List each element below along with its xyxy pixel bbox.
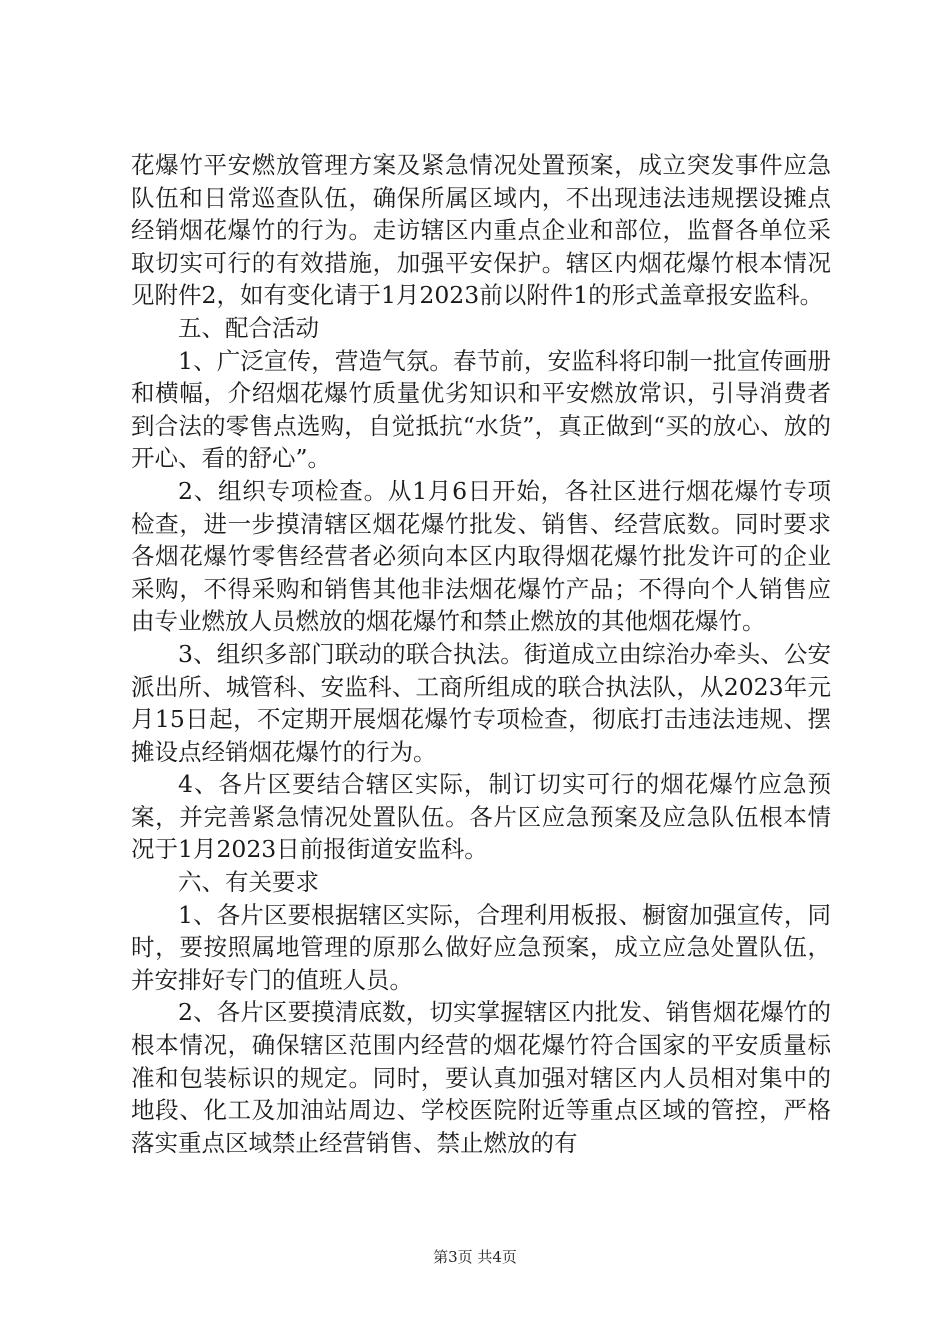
list-item-special-inspection: 2、组织专项检查。从1月6日开始，各社区进行烟花爆竹专项检查，进一步摸清辖区烟花爆竹批发、销售、经营底数。同时要求各烟花爆竹零售经营者必须向本区内取得烟花爆竹批发许可的企业采购，不得采购和销售其他非法烟花爆竹产品；不得向个人销售应由专业燃放人员燃放的烟花爆竹和禁止燃放的其他烟花爆竹。 [131,476,831,636]
paragraph-continuation: 花爆竹平安燃放管理方案及紧急情况处置预案，成立突发事件应急队伍和日常巡查队伍，确保所属区域内，不出现违法违规摆设摊点经销烟花爆竹的行为。走访辖区内重点企业和部位，监督各单位采取切实可行的有效措施，加强平安保护。辖区内烟花爆竹根本情况见附件2，如有变化请于1月2023前以附件1的形式盖章报安监科。 [131,151,831,310]
section-heading-five: 五、配合活动 [178,313,319,342]
document-body [131,149,831,1159]
section-heading-six: 六、有关要求 [178,868,319,897]
page-number-footer: 第3页 共4页 [433,1248,517,1266]
list-item-requirement-one: 1、各片区要根据辖区实际，合理利用板报、橱窗加强宣传，同时，要按照属地管理的原那么做好应急预案，成立应急处置队伍，并安排好专门的值班人员。 [131,900,831,994]
list-item-requirement-two: 2、各片区要摸清底数，切实掌握辖区内批发、销售烟花爆竹的根本情况，确保辖区范围内经营的烟花爆竹符合国家的平安质量标准和包装标识的规定。同时，要认真加强对辖区内人员相对集中的地段、化工及加油站周边、学校医院附近等重点区域的管控，严格落实重点区域禁止经营销售、禁止燃放的有 [131,998,831,1157]
list-item-joint-enforcement: 3、组织多部门联动的联合执法。街道成立由综治办牵头、公安派出所、城管科、安监科、工商所组成的联合执法队，从2023年元月15日起，不定期开展烟花爆竹专项检查，彻底打击违法违规、摆摊设点经销烟花爆竹的行为。 [131,639,831,766]
list-item-emergency-plan: 4、各片区要结合辖区实际，制订切实可行的烟花爆竹应急预案，并完善紧急情况处置队伍。各片区应急预案及应急队伍根本情况于1月2023日前报街道安监科。 [131,770,831,864]
list-item-publicity: 1、广泛宣传，营造气氛。春节前，安监科将印制一批宣传画册和横幅，介绍烟花爆竹质量优劣知识和平安燃放常识，引导消费者到合法的零售点选购，自觉抵抗“水货”，真正做到“买的放心、放的开心、看的舒心”。 [131,346,831,473]
